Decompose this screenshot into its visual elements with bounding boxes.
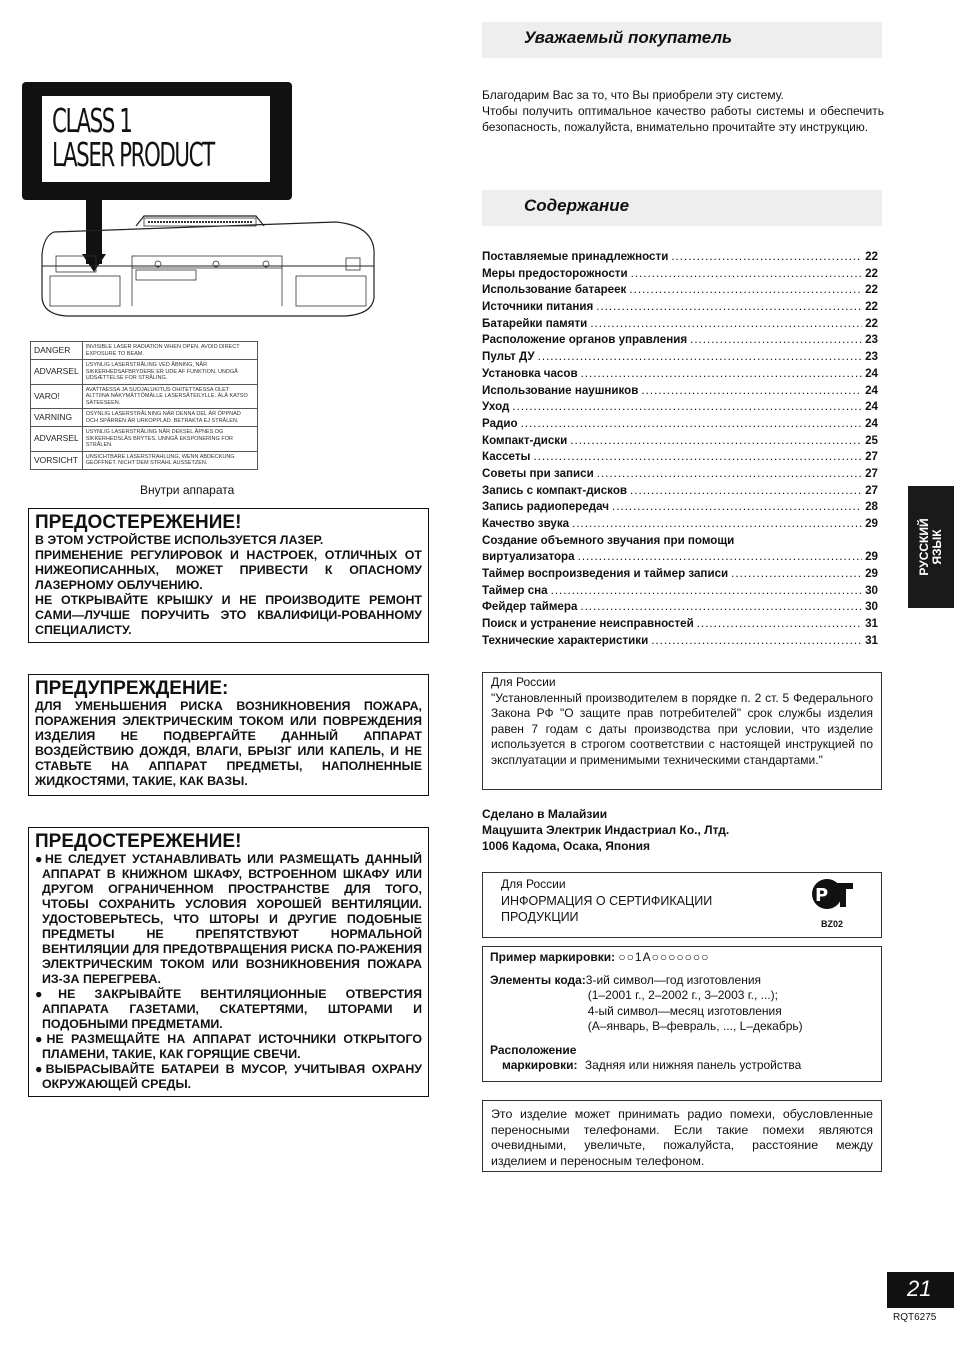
toc-item (482, 250, 878, 267)
toc-leader-dots (629, 283, 862, 296)
caution-bullet: ●НЕ РАЗМЕЩАЙТЕ НА АППАРАТ ИСТОЧНИКИ ОТКРЫТОГО ПЛАМЕНИ, ТАКИЕ, КАК ГОРЯЩИЕ СВЕЧИ. (35, 1032, 422, 1061)
danger-row (31, 409, 258, 427)
toc-item-page: 31 (865, 633, 878, 647)
toc-item-page: 27 (865, 483, 878, 497)
toc-item (482, 333, 878, 350)
toc-leader-dots (671, 250, 862, 263)
danger-row-text: USYNLIG LASERSTRÅLING NÅR DEKSEL ÅPNES OG SIKKERHEDSLÅS BRYTES. UNNGÅ EKSPONERING FOR STRÅLEN. (82, 427, 257, 452)
toc-item-page: 24 (865, 400, 878, 414)
toc-item-page: 22 (865, 266, 878, 280)
toc-leader-dots (578, 550, 863, 563)
toc-item-page: 24 (865, 383, 878, 397)
toc-item-title: Уход (482, 400, 510, 414)
toc-item-page: 29 (865, 517, 878, 530)
toc-item-title: Расположение органов управления (482, 333, 688, 347)
marking-box (482, 946, 882, 1082)
danger-row (31, 360, 258, 385)
cert-line1: ИНФОРМАЦИЯ О СЕРТИФИКАЦИИ (501, 893, 713, 908)
caution-box-laser (28, 508, 429, 643)
toc-item (482, 384, 878, 401)
caution-line: ПРИМЕНЕНИЕ РЕГУЛИРОВОК И НАСТРОЕК, ОТЛИЧНЫХ ОТ НИЖЕОПИСАННЫХ, МОЖЕТ ПРИВЕСТИ К ОПАСНОМУ ЛАЗЕРНОМУ ОБЛУЧЕНИЮ. (35, 548, 422, 592)
toc-leader-dots (731, 567, 862, 580)
marking-location-value: Задняя или нижняя панель устройства (584, 1058, 802, 1072)
laser-danger-table (30, 341, 258, 470)
toc-item (482, 534, 878, 551)
warning-box (28, 674, 429, 796)
caution-box-ventilation (28, 827, 429, 1097)
marking-element-line: 4-ый символ—месяц изготовления (587, 1003, 782, 1018)
certification-box (482, 872, 882, 938)
danger-row-text: OSYNLIG LASERSTRÅLNING NÄR DENNA DEL ÄR ÖPPNAD OCH SPÄRREN ÄR URKOPPLAD. BETRAKTA EJ STRÅLEN. (82, 409, 257, 427)
toc-item-page: 27 (865, 466, 878, 480)
toc-item-page: 30 (865, 600, 878, 614)
toc-item (482, 450, 878, 467)
toc-item-page: 27 (865, 450, 878, 464)
toc-leader-dots (697, 617, 862, 630)
toc-item-title: Поиск и устранение неисправностей (482, 617, 694, 631)
toc-item (482, 600, 878, 617)
toc-item (482, 417, 878, 434)
toc-item (482, 283, 878, 300)
toc-item-page: 29 (865, 550, 878, 564)
russia-text: "Установленный производителем в порядке п. 2 ст. 5 Федерального Закона РФ "О защите прав потребителей" срок службы изделия равен 7 годам с даты производства при условии, что изделие используется в строгом соответствии с настоящей инструкцией по эксплуатации и применимыми техническими стандартами." (491, 690, 873, 767)
toc-leader-dots (630, 484, 862, 497)
toc-item-page: 28 (865, 500, 878, 514)
danger-row-text: UNSICHTBARE LASERSTRAHLUNG, WENN ABDECKUNG GEÖFFNET. NICHT DEM STRAHL AUSSETZEN. (82, 451, 257, 469)
toc-item-page: 23 (865, 333, 878, 347)
marking-example-value: ○○1A○○○○○○○ (618, 950, 710, 964)
pct-certification-mark-icon (809, 877, 859, 915)
toc-leader-dots (631, 267, 862, 280)
warning-text: ДЛЯ УМЕНЬШЕНИЯ РИСКА ВОЗНИКНОВЕНИЯ ПОЖАРА, ПОРАЖЕНИЯ ЭЛЕКТРИЧЕСКИМ ТОКОМ ИЛИ ПОВРЕЖДЕНИЯ ИЗДЕЛИЯ НЕ ПОДВЕРГАЙТЕ ДАННЫЙ АППАРАТ ВОЗДЕЙСТВИЮ ДОЖДЯ, ВЛАГИ, БРЫЗГ ИЛИ КАПЕЛЬ, И НЕ СТАВЬТЕ НА АППАРАТ ПРЕДМЕТЫ, НАПОЛНЕННЫЕ ЖИДКОСТЯМИ, ТАКИЕ, КАК ВАЗЫ. (35, 699, 422, 788)
toc-item-title: Источники питания (482, 300, 594, 314)
toc-item (482, 584, 878, 601)
toc-item-page: 23 (865, 350, 878, 364)
toc-leader-dots (521, 417, 862, 430)
caution-title: ПРЕДОСТЕРЕЖЕНИЕ! (35, 512, 242, 533)
caution-bullet: ●ВЫБРАСЫВАЙТЕ БАТАРЕИ В МУСОР, УЧИТЫВАЯ ОХРАНУ ОКРУЖАЮЩЕЙ СРЕДЫ. (35, 1062, 422, 1091)
marking-example-label: Пример маркировки: (490, 950, 616, 964)
language-tab (908, 486, 954, 608)
toc-leader-dots (512, 400, 862, 413)
table-of-contents (482, 250, 878, 651)
toc-item-title: Пульт ДУ (482, 350, 535, 364)
toc-item (482, 484, 878, 501)
danger-row-text: INVISIBLE LASER RADIATION WHEN OPEN. AVOID DIRECT EXPOSURE TO BEAM. (82, 342, 257, 360)
cert-line2: ПРОДУКЦИИ (501, 909, 579, 924)
toc-item (482, 634, 878, 651)
caution-line: В ЭТОМ УСТРОЙСТВЕ ИСПОЛЬЗУЕТСЯ ЛАЗЕР. (35, 533, 324, 547)
toc-item (482, 267, 878, 284)
toc-item (482, 500, 878, 517)
toc-item-page: 29 (865, 567, 878, 581)
toc-item (482, 317, 878, 334)
toc-item-title: Поставляемые принадлежности (482, 250, 669, 263)
marking-elements-label: Элементы кода: (490, 972, 586, 987)
laser-label-line1: CLASS 1 (52, 101, 132, 140)
toc-item-page: 24 (865, 366, 878, 380)
dear-customer-heading (482, 22, 882, 58)
toc-leader-dots (590, 317, 862, 330)
phone-interference-note: Это изделие может принимать радио помехи, обусловленные переносными телефонами. Если такие помехи являются очевидными, увеличьте, пожалуйста, расстояние между изделием и переносным телефоном. (482, 1100, 882, 1172)
danger-row-label: ADVARSEL (31, 360, 83, 385)
danger-row (31, 427, 258, 452)
danger-row-label: ADVARSEL (31, 427, 83, 452)
toc-item-page: 24 (865, 416, 878, 430)
toc-item-title: Радио (482, 416, 518, 430)
page-number: 21 (907, 1276, 932, 1301)
toc-leader-dots (690, 333, 862, 346)
toc-item-title: Установка часов (482, 366, 578, 380)
made-in-line2: Мацушита Электрик Индастриал Ко., Лтд. (482, 823, 730, 837)
danger-row-text: AVATTAESSA JA SUOJALUKITUS OHITETTAESSA OLET ALTTIINA NÄKYMÄTTÖMÄLLE LASERSÄTEILYLLE. ÄLÄ KATSO SÄTEESEEN. (82, 384, 257, 409)
toc-item-title: Технические характеристики (482, 633, 649, 647)
made-in-line1: Сделано в Малайзии (482, 807, 608, 821)
toc-item-title: Использование наушников (482, 383, 639, 397)
danger-row-label: VARO! (31, 384, 83, 409)
toc-item (482, 367, 878, 384)
danger-row-label: DANGER (31, 342, 83, 360)
toc-item (482, 350, 878, 367)
cert-heading: Для России (501, 877, 566, 891)
toc-leader-dots (581, 367, 863, 380)
inside-caption: Внутри аппарата (140, 483, 235, 497)
intro-text (482, 87, 884, 135)
made-in-line3: 1006 Кадома, Осака, Япония (482, 839, 651, 853)
toc-item-title: Таймер воспроизведения и таймер записи (482, 567, 729, 581)
toc-leader-dots (641, 384, 862, 397)
toc-item-title: виртуализатора (482, 550, 575, 564)
danger-row (31, 342, 258, 360)
danger-row (31, 451, 258, 469)
toc-leader-dots (580, 600, 862, 613)
marking-element-line: (1–2001 г., 2–2002 г., 3–2003 г., ...); (587, 988, 778, 1002)
toc-leader-dots (597, 467, 862, 480)
toc-item-page: 22 (865, 316, 878, 330)
caution-bullet: ●НЕ ЗАКРЫВАЙТЕ ВЕНТИЛЯЦИОННЫЕ ОТВЕРСТИЯ АППАРАТА ГАЗЕТАМИ, СКАТЕРТЯМИ, ШТОРАМИ И ПОДОБНЫМИ ПРЕДМЕТАМИ. (35, 987, 422, 1031)
toc-item-page: 30 (865, 583, 878, 597)
toc-item-title: Запись радиопередач (482, 500, 609, 514)
caution-line: НЕ ОТКРЫВАЙТЕ КРЫШКУ И НЕ ПРОИЗВОДИТЕ РЕМОНТ САМИ—ЛУЧШЕ ПОРУЧИТЬ ЭТО КВАЛИФИЦИ-РОВАННОМУ СПЕЦИАЛИСТУ. (35, 593, 422, 637)
toc-item (482, 517, 878, 534)
toc-leader-dots (533, 450, 862, 463)
language-tab-line1: РУССКИЙ (917, 518, 931, 576)
toc-item-title: Меры предосторожности (482, 266, 628, 280)
toc-item-title: Фейдер таймера (482, 600, 578, 614)
toc-leader-dots (538, 350, 862, 363)
toc-item (482, 434, 878, 451)
toc-item-page: 31 (865, 617, 878, 631)
contents-title: Содержание (524, 196, 630, 215)
toc-item (482, 300, 878, 317)
danger-row-label: VORSICHT (31, 451, 83, 469)
toc-leader-dots (612, 500, 862, 513)
danger-row (31, 384, 258, 409)
toc-item (482, 567, 878, 584)
toc-item-page: 22 (865, 283, 878, 297)
toc-item-title: Советы при записи (482, 466, 594, 480)
laser-label-line2: LASER PRODUCT (52, 135, 214, 174)
marking-location-label1: Расположение (490, 1042, 577, 1057)
toc-item-title: Кассеты (482, 450, 531, 464)
toc-item (482, 400, 878, 417)
russia-service-life-box (482, 672, 882, 790)
svg-text:P: P (815, 885, 829, 906)
russia-heading: Для России (491, 675, 556, 689)
toc-leader-dots (572, 517, 862, 530)
toc-item-page: 22 (865, 250, 878, 263)
page-number-box (887, 1272, 954, 1308)
device-illustration (36, 196, 386, 336)
toc-leader-dots (551, 584, 862, 597)
toc-item (482, 550, 878, 567)
marking-element-line: 3-ий символ—год изготовления (585, 972, 762, 987)
dear-customer-title: Уважаемый покупатель (524, 28, 733, 47)
toc-item-title: Создание объемного звучания при помощи (482, 533, 735, 547)
intro-line1: Благодарим Вас за то, что Вы приобрели эту систему. (482, 88, 784, 102)
danger-row-text: USYNLIG LASERSTRÅLING VED ÅBNING, NÅR SIKKERHEDSAFBRYDERE ER UDE AF FUNKTION. UNDGÅ UDSÆTTELSE FOR STRÅLING. (82, 360, 257, 385)
toc-item-title: Запись с компакт-дисков (482, 483, 628, 497)
marking-location-label2: маркировки: (502, 1058, 578, 1072)
intro-line2: Чтобы получить оптимальное качество работы системы и обеспечить безопасность, пожалуйста, внимательно прочитайте эту инструкцию. (482, 104, 884, 134)
toc-item-title: Компакт-диски (482, 433, 568, 447)
toc-item-title: Качество звука (482, 517, 570, 530)
toc-item (482, 467, 878, 484)
made-in-info (482, 806, 729, 854)
contents-heading (482, 190, 882, 226)
language-tab-line2: ЯЗЫК (930, 529, 944, 565)
laser-class-label (22, 82, 292, 200)
doc-code: RQT6275 (893, 1312, 937, 1323)
caution-title: ПРЕДОСТЕРЕЖЕНИЕ! (35, 831, 242, 852)
toc-item-title: Батарейки памяти (482, 316, 588, 330)
marking-element-line: (А–январь, В–февраль, ..., L–декабрь) (587, 1019, 803, 1033)
toc-item-page: 22 (865, 300, 878, 314)
toc-leader-dots (596, 300, 862, 313)
toc-item-page: 25 (865, 433, 878, 447)
toc-leader-dots (651, 634, 862, 647)
toc-item (482, 617, 878, 634)
warning-title: ПРЕДУПРЕЖДЕНИЕ: (35, 678, 229, 699)
toc-leader-dots (570, 434, 862, 447)
danger-row-label: VARNING (31, 409, 83, 427)
toc-item-title: Использование батареек (482, 283, 627, 297)
cert-code: BZ02 (821, 919, 844, 929)
caution-bullet: ●НЕ СЛЕДУЕТ УСТАНАВЛИВАТЬ ИЛИ РАЗМЕЩАТЬ ДАННЫЙ АППАРАТ В КНИЖНОМ ШКАФУ, ВСТРОЕННОМ ШКАФУ ИЛИ ДРУГОМ ОГРАНИЧЕННОМ ПРОСТРАНСТВЕ ДЛЯ ТОГО, ЧТОБЫ СОХРАНИТЬ УСЛОВИЯ ХОРОШЕЙ ВЕНТИЛЯЦИИ. УДОСТОВЕРЬТЕСЬ, ЧТО ШТОРЫ И ДРУГИЕ ПОДОБНЫЕ ПРЕДМЕТЫ НЕ ПРЕПЯТСТВУЮТ НОРМАЛЬНОЙ ВЕНТИЛЯЦИИ ДЛЯ ПРЕДОТВРАЩЕНИЯ РИСКА ПО-РАЖЕНИЯ ЭЛЕКТРИЧЕСКИМ ТОКОМ ИЛИ ВОЗНИКНОВЕНИЯ ПОЖАРА ИЗ-ЗА ПЕРЕГРЕВА. (35, 852, 422, 986)
toc-item-title: Таймер сна (482, 583, 548, 597)
